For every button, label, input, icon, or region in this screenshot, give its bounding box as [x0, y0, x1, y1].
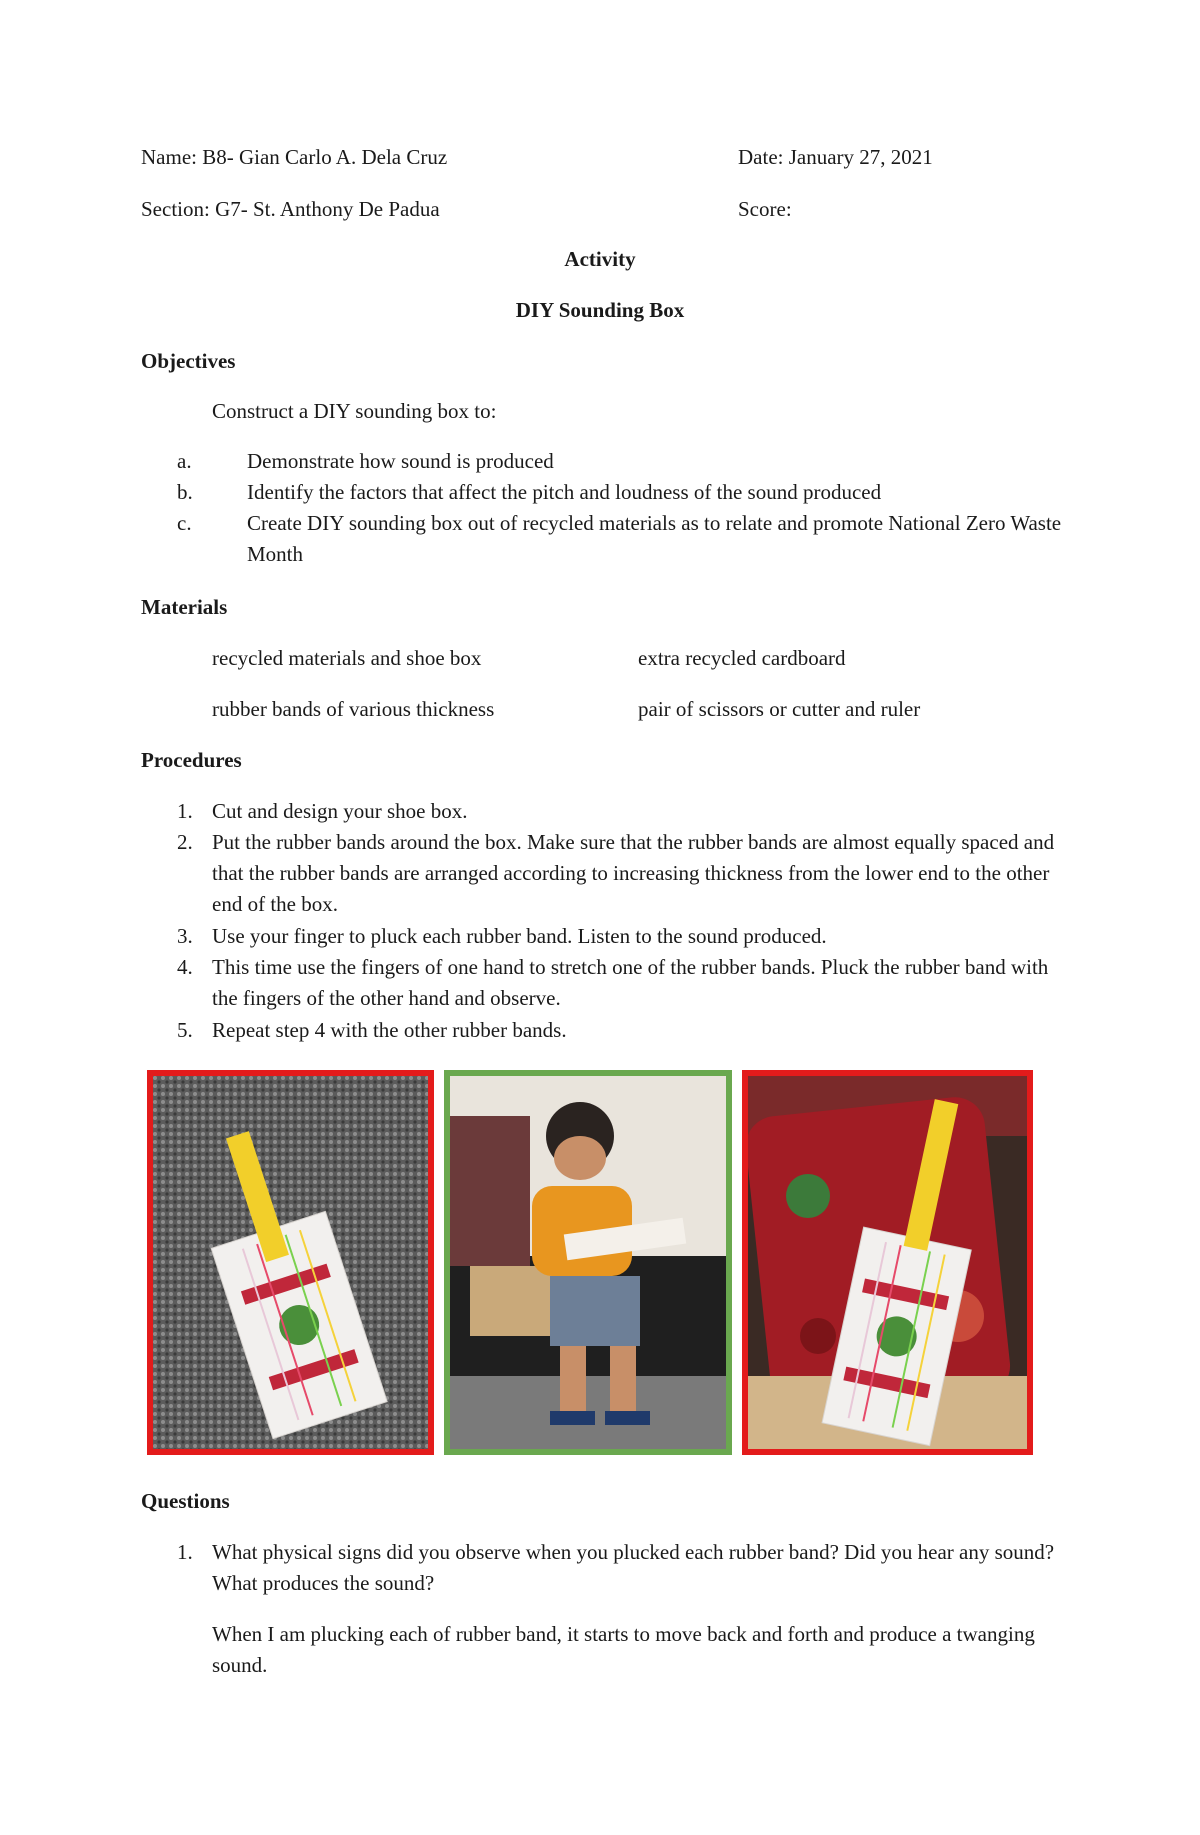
- section-field: Section: G7- St. Anthony De Padua: [141, 197, 440, 221]
- material-item: extra recycled cardboard: [638, 646, 846, 670]
- material-item: pair of scissors or cutter and ruler: [638, 697, 921, 721]
- objective-marker: b.: [177, 480, 193, 504]
- material-item: recycled materials and shoe box: [212, 646, 482, 670]
- questions-heading: Questions: [141, 1489, 230, 1513]
- objectives-heading: Objectives: [141, 349, 236, 373]
- score-field: Score:: [738, 197, 792, 221]
- page-title: Activity: [564, 247, 636, 271]
- procedure-marker: 5.: [177, 1018, 193, 1042]
- objective-item: Create DIY sounding box out of recycled materials as to relate and promote National Zero Waste Month: [247, 511, 1062, 566]
- objective-item: Identify the factors that affect the pitch and loudness of the sound produced: [247, 480, 882, 504]
- procedure-item: Put the rubber bands around the box. Make sure that the rubber bands are almost equally spaced and that the rubber bands are arranged according to increasing thickness from the lower end to the other end of the box.: [212, 830, 1055, 916]
- child-playing-image: [450, 1076, 726, 1449]
- photo-sounding-box-on-pillow: [742, 1070, 1033, 1455]
- procedure-item: This time use the fingers of one hand to stretch one of the rubber bands. Pluck the rubber band with the fingers of the other hand and observe.: [212, 955, 1049, 1010]
- answer-text: When I am plucking each of rubber band, it starts to move back and forth and produce a twanging sound.: [212, 1622, 1035, 1677]
- procedure-marker: 4.: [177, 955, 193, 979]
- materials-heading: Materials: [141, 595, 228, 619]
- procedure-item: Use your finger to pluck each rubber band. Listen to the sound produced.: [212, 924, 827, 948]
- procedure-marker: 1.: [177, 799, 193, 823]
- objective-item: Demonstrate how sound is produced: [247, 449, 554, 473]
- date-field: Date: January 27, 2021: [738, 145, 933, 169]
- procedures-heading: Procedures: [141, 748, 242, 772]
- material-item: rubber bands of various thickness: [212, 697, 495, 721]
- procedure-item: Cut and design your shoe box.: [212, 799, 468, 823]
- procedure-marker: 3.: [177, 924, 193, 948]
- photo-child-playing-box: [444, 1070, 732, 1455]
- photo-sounding-box-on-rug: [147, 1070, 434, 1455]
- question-text: What physical signs did you observe when you plucked each rubber band? Did you hear any sound? What produces the sound?: [212, 1540, 1055, 1595]
- question-marker: 1.: [177, 1540, 193, 1564]
- sounding-box-pillow-image: [748, 1076, 1027, 1449]
- objective-marker: c.: [177, 511, 192, 535]
- procedure-item: Repeat step 4 with the other rubber bands.: [212, 1018, 567, 1042]
- objectives-intro: Construct a DIY sounding box to:: [212, 399, 497, 423]
- procedure-marker: 2.: [177, 830, 193, 854]
- page-subtitle: DIY Sounding Box: [515, 298, 685, 322]
- sounding-box-rug-image: [153, 1076, 428, 1449]
- student-name: Name: B8- Gian Carlo A. Dela Cruz: [141, 145, 448, 169]
- objective-marker: a.: [177, 449, 192, 473]
